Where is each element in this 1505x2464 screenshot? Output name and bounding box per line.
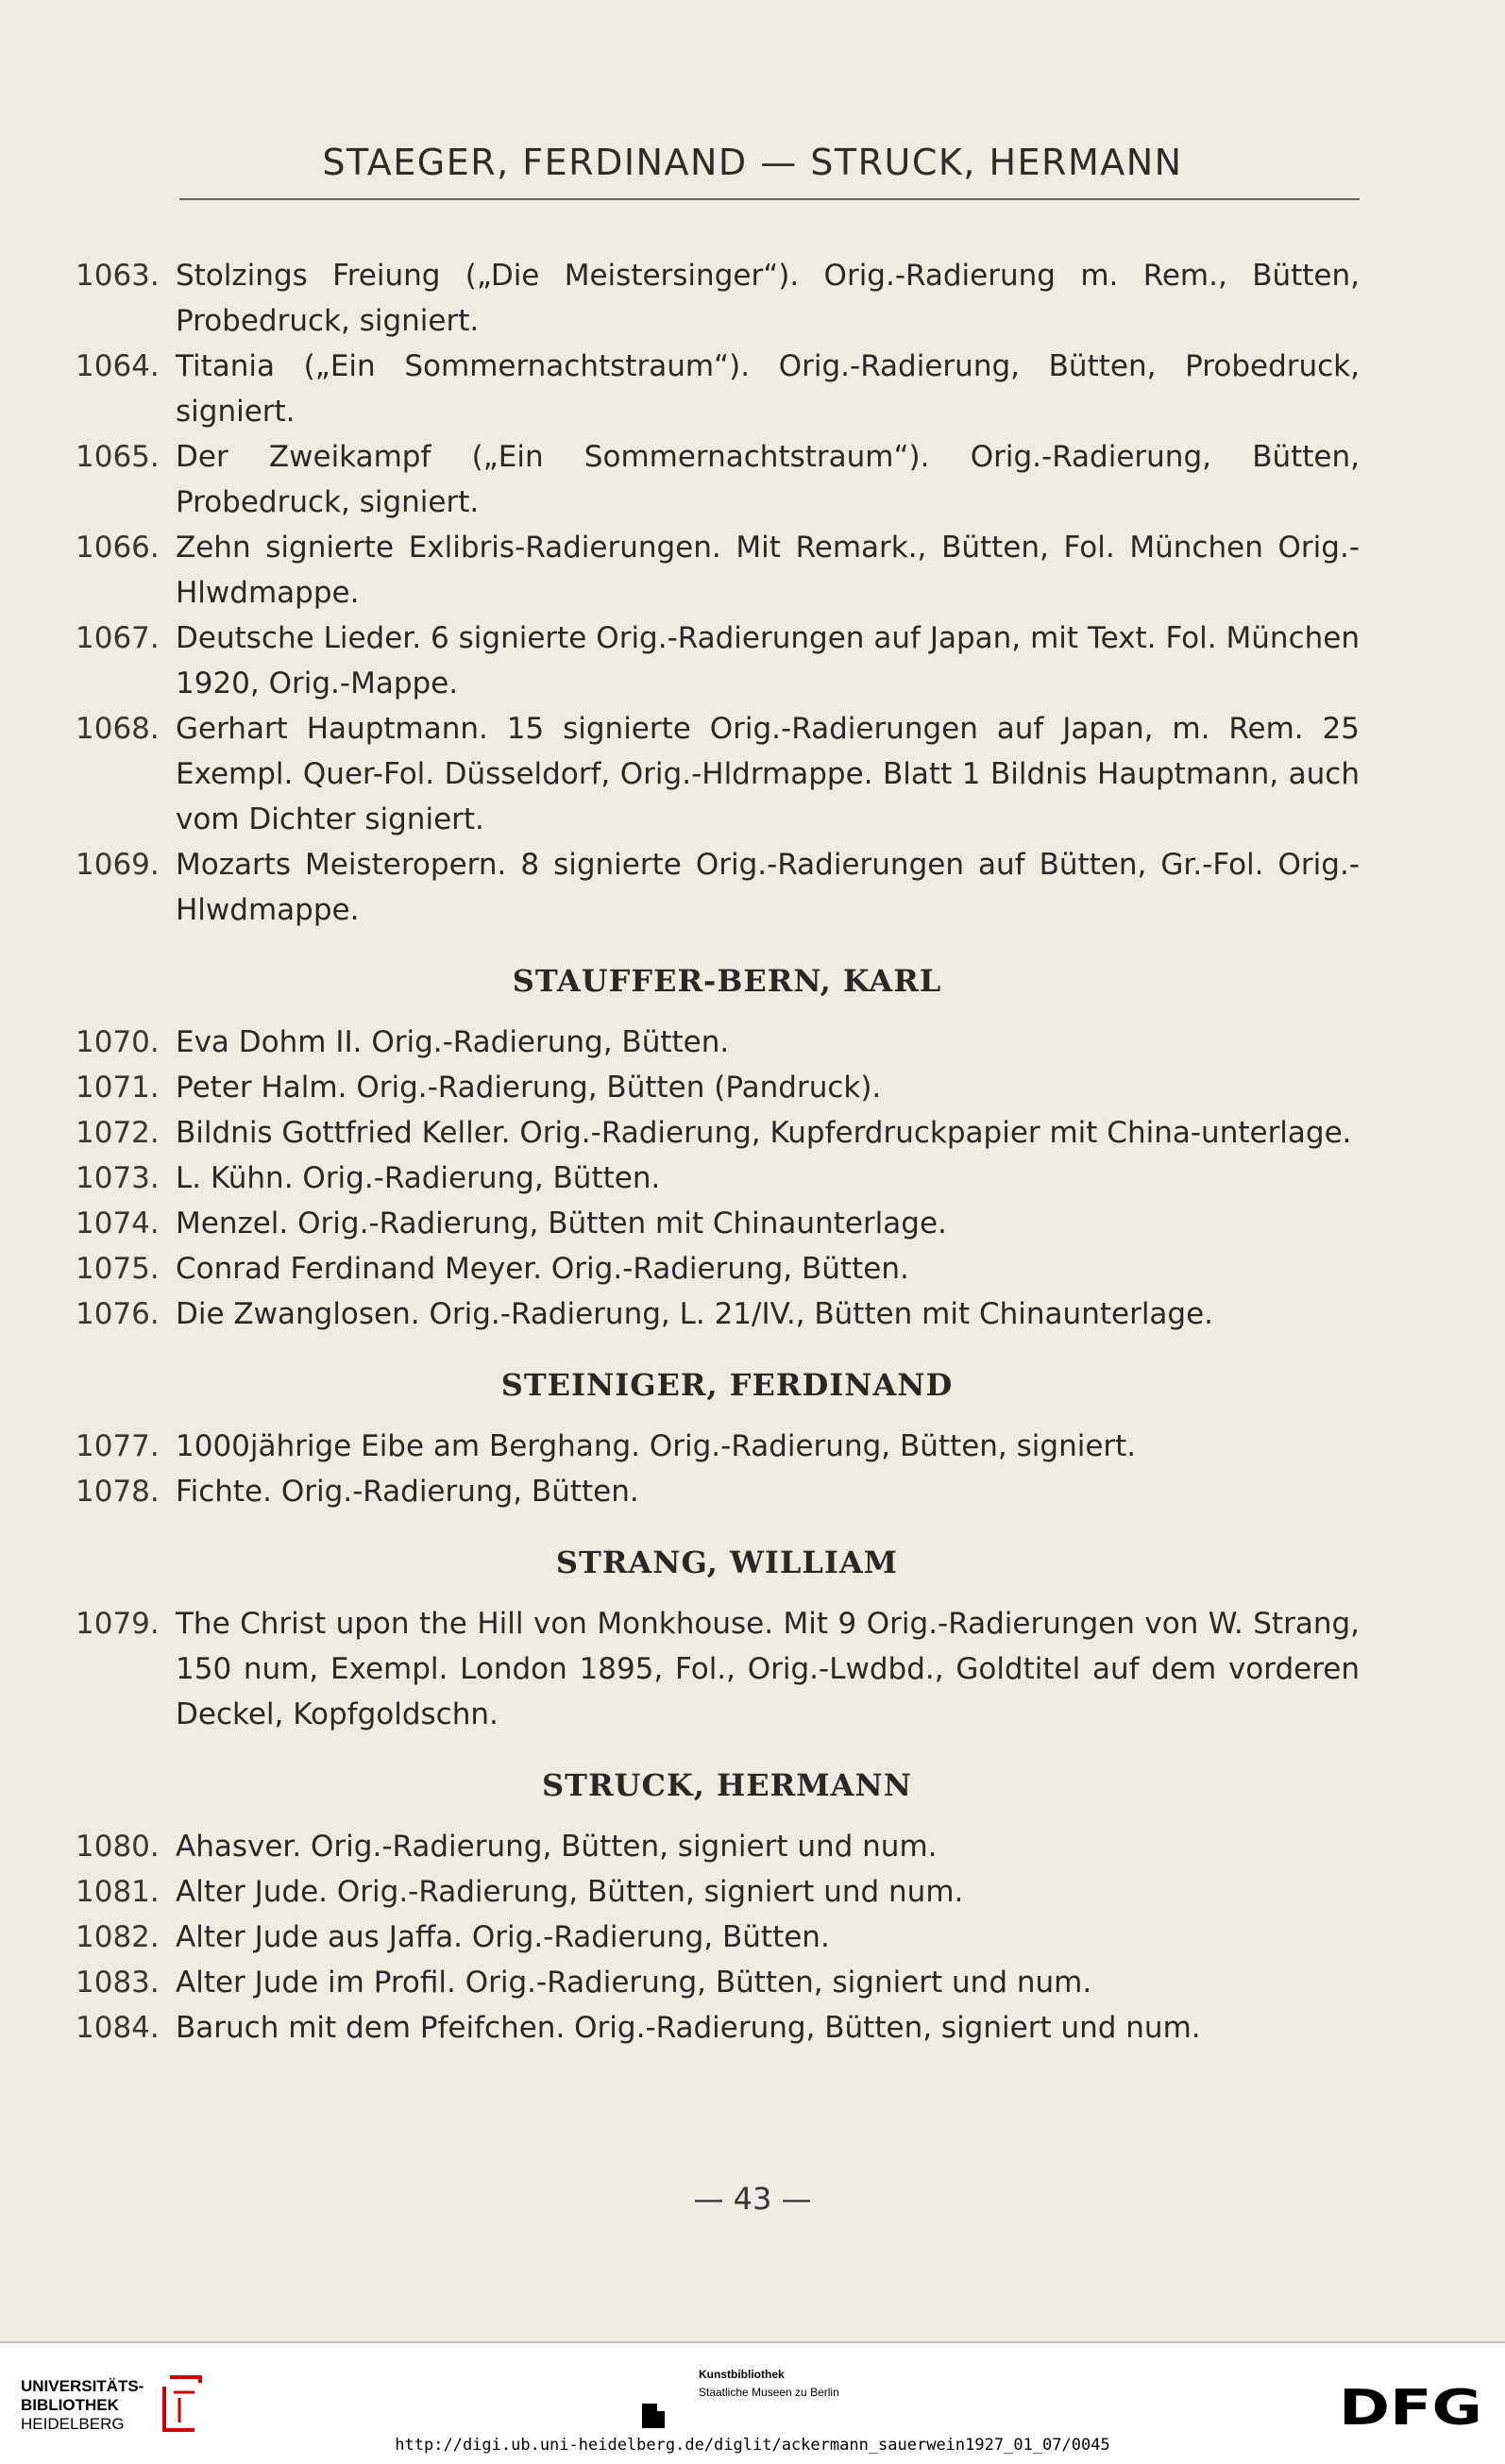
catalog-entry: [76, 2005, 1360, 2051]
entry-number: 1064.: [76, 349, 160, 383]
catalog-entry: [76, 1601, 1360, 1737]
entry-description: Der Zweikampf („Ein Sommernachtstraum“). Orig.-Radierung, Bütten, Probedruck, signiert.: [176, 440, 1360, 519]
footer-bar: [0, 2341, 1505, 2464]
university-library-text: [21, 2377, 144, 2434]
catalog-entry: [76, 1960, 1360, 2005]
entry-description: Conrad Ferdinand Meyer. Orig.-Radierung, Bütten.: [176, 1252, 909, 1286]
dfg-logo-icon: [1339, 2381, 1484, 2430]
entry-number: 1067.: [76, 621, 160, 655]
source-url[interactable]: http://digi.ub.uni-heidelberg.de/diglit/ackermann_sauerwein1927_01_07/0045: [395, 2436, 1110, 2455]
catalog-entry: [76, 344, 1360, 434]
entry-description: Bildnis Gottfried Keller. Orig.-Radierung, Kupferdruckpapier mit China-unterlage.: [176, 1116, 1352, 1150]
entry-description: The Christ upon the Hill von Monkhouse. Mit 9 Orig.-Radierungen von W. Strang, 150 num, Exempl. London 1895, Fol., Orig.-Lwdbd., Goldtitel auf dem vorderen Deckel, Kopfgoldschn.: [176, 1607, 1360, 1731]
catalog-entry: [76, 525, 1360, 616]
entry-description: Mozarts Meisteropern. 8 signierte Orig.-Radierungen auf Bütten, Gr.-Fol. Orig.-Hlwdmappe.: [176, 848, 1360, 927]
entry-number: 1083.: [76, 1966, 160, 2000]
entry-description: 1000jährige Eibe am Berghang. Orig.-Radierung, Bütten, signiert.: [176, 1429, 1137, 1463]
catalog-entry: [76, 1110, 1360, 1156]
library-line-3: HEIDELBERG: [21, 2415, 125, 2433]
entry-description: Eva Dohm II. Orig.-Radierung, Bütten.: [176, 1025, 730, 1059]
entry-number: 1065.: [76, 440, 160, 474]
entry-number: 1081.: [76, 1875, 160, 1909]
entry-number: 1073.: [76, 1161, 160, 1195]
catalog-entry: [76, 842, 1360, 933]
entry-number: 1084.: [76, 2011, 160, 2045]
catalog-entry: [76, 1291, 1360, 1337]
catalog-entry: [76, 1424, 1360, 1469]
entry-description: Ahasver. Orig.-Radierung, Bütten, signiert und num.: [176, 1830, 938, 1864]
catalog-entry: [76, 1824, 1360, 1869]
entry-number: 1063.: [76, 259, 160, 293]
entry-number: 1080.: [76, 1830, 160, 1864]
entry-number: 1075.: [76, 1252, 160, 1286]
entry-number: 1079.: [76, 1607, 160, 1641]
catalog-entry: [76, 434, 1360, 525]
catalog-entry: [76, 1469, 1360, 1514]
kunstbibliothek-text: [699, 2366, 839, 2402]
entry-number: 1068.: [76, 712, 160, 746]
entry-description: Alter Jude. Orig.-Radierung, Bütten, signiert und num.: [176, 1875, 964, 1909]
section-heading: STRANG, WILLIAM: [555, 1544, 899, 1580]
entry-description: Zehn signierte Exlibris-Radierungen. Mit Remark., Bütten, Fol. München Orig.-Hlwdmappe.: [176, 531, 1360, 610]
entry-number: 1066.: [76, 531, 160, 565]
entry-number: 1076.: [76, 1297, 160, 1331]
catalog-content: [76, 253, 1360, 2051]
header-rule: [179, 198, 1360, 200]
running-head: STAEGER, FERDINAND — STRUCK, HERMANN: [322, 142, 1183, 183]
catalog-entry: [76, 706, 1360, 842]
entry-number: 1074.: [76, 1207, 160, 1240]
entry-number: 1082.: [76, 1920, 160, 1954]
entry-number: 1069.: [76, 848, 160, 882]
entry-description: L. Kühn. Orig.-Radierung, Bütten.: [176, 1161, 661, 1195]
kunstbibliothek-logo-icon: [640, 2398, 667, 2430]
entry-description: Stolzings Freiung („Die Meistersinger“). Orig.-Radierung m. Rem., Bütten, Probedruck, signiert.: [176, 259, 1360, 338]
entry-description: Baruch mit dem Pfeifchen. Orig.-Radierung, Bütten, signiert und num.: [176, 2011, 1201, 2045]
catalog-entry: [76, 1915, 1360, 1960]
entry-number: 1078.: [76, 1475, 160, 1509]
entry-description: Fichte. Orig.-Radierung, Bütten.: [176, 1475, 639, 1509]
university-library-logo-icon: [142, 2370, 213, 2436]
library-line-2: BIBLIOTHEK: [21, 2396, 119, 2414]
entry-description: Deutsche Lieder. 6 signierte Orig.-Radierungen auf Japan, mit Text. Fol. München 1920, Orig.-Mappe.: [176, 621, 1360, 700]
entry-number: 1077.: [76, 1429, 160, 1463]
entry-number: 1072.: [76, 1116, 160, 1150]
entry-number: 1071.: [76, 1071, 160, 1105]
catalog-entry: [76, 1020, 1360, 1065]
section-heading: STAUFFER-BERN, KARL: [512, 963, 942, 999]
entry-description: Die Zwanglosen. Orig.-Radierung, L. 21/IV., Bütten mit Chinaunterlage.: [176, 1297, 1214, 1331]
entry-description: Peter Halm. Orig.-Radierung, Bütten (Pandruck).: [176, 1071, 882, 1105]
library-line-1: UNIVERSITÄTS-: [21, 2377, 144, 2395]
section-heading: STEINIGER, FERDINAND: [500, 1367, 954, 1403]
page-number: — 43 —: [693, 2181, 812, 2217]
catalog-entry: [76, 1201, 1360, 1246]
catalog-entry: [76, 1869, 1360, 1915]
section-heading: STRUCK, HERMANN: [542, 1767, 912, 1803]
entry-description: Alter Jude aus Jaffa. Orig.-Radierung, Bütten.: [176, 1920, 830, 1954]
catalog-entry: [76, 1065, 1360, 1110]
entry-number: 1070.: [76, 1025, 160, 1059]
catalog-entry: [76, 253, 1360, 344]
entry-description: Titania („Ein Sommernachtstraum“). Orig.-Radierung, Bütten, Probedruck, signiert.: [176, 349, 1360, 429]
catalog-entry: [76, 616, 1360, 706]
entry-description: Alter Jude im Profil. Orig.-Radierung, Bütten, signiert und num.: [176, 1966, 1092, 2000]
entry-description: Gerhart Hauptmann. 15 signierte Orig.-Radierungen auf Japan, m. Rem. 25 Exempl. Quer-Fol. Düsseldorf, Orig.-Hldrmappe. Blatt 1 Bildnis Hauptmann, auch vom Dichter signiert.: [176, 712, 1360, 836]
kb-line-1: Kunstbibliothek: [699, 2368, 785, 2381]
kb-line-2: Staatliche Museen zu Berlin: [699, 2386, 839, 2399]
catalog-entry: [76, 1156, 1360, 1201]
catalog-entry: [76, 1246, 1360, 1291]
footer-divider: [0, 2341, 1505, 2343]
entry-description: Menzel. Orig.-Radierung, Bütten mit Chinaunterlage.: [176, 1207, 947, 1240]
dfg-logo-text: DFG: [1339, 2381, 1482, 2430]
